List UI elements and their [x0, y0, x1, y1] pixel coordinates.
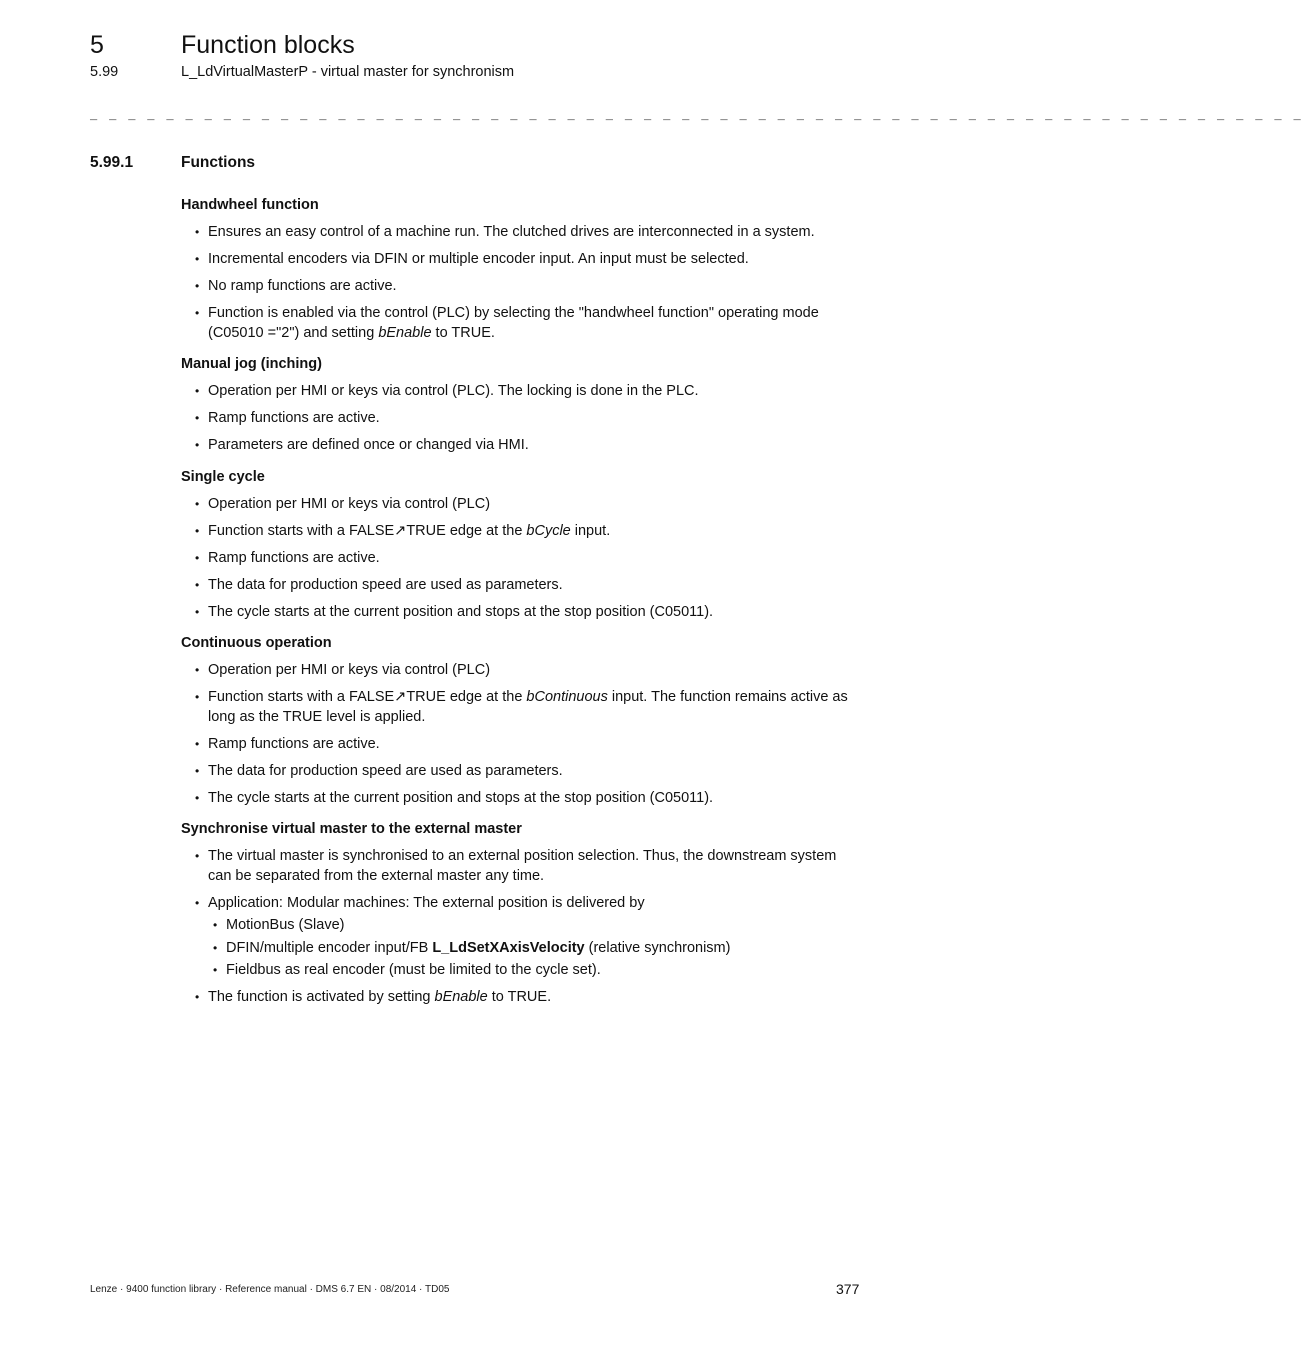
variable-name: bCycle: [526, 522, 571, 539]
manual-jog-block: [181, 354, 863, 456]
list-item: [181, 522, 863, 542]
handwheel-block: [181, 195, 863, 343]
item-text: The function is activated by setting: [208, 989, 435, 1005]
item-text: Function starts with a FALSE↗TRUE edge at the: [208, 522, 527, 539]
section-number: 5.99: [90, 64, 119, 80]
continuous-block: [181, 633, 863, 808]
sub-list-item: • Fieldbus as real encoder (must be limited to the cycle set).: [208, 961, 863, 981]
item-text: input.: [570, 522, 611, 539]
handwheel-list: [181, 223, 863, 343]
list-item: [181, 688, 863, 727]
list-item: • The data for production speed are used as parameters.: [181, 576, 863, 596]
section-title: L_LdVirtualMasterP - virtual master for synchronism: [181, 64, 515, 80]
item-text: to TRUE.: [431, 324, 495, 341]
list-item: • Ramp functions are active.: [181, 549, 863, 569]
list-item: • Ramp functions are active.: [181, 409, 863, 429]
sync-sublist: [208, 916, 863, 981]
item-text: DFIN/multiple encoder input/FB: [226, 939, 433, 956]
list-item: • No ramp functions are active.: [181, 277, 863, 297]
function-block-name: L_LdSetXAxisVelocity: [432, 939, 585, 956]
chapter-number: 5: [90, 31, 104, 59]
list-item: • Ensures an easy control of a machine run. The clutched drives are interconnected in a system.: [181, 223, 863, 243]
subsection-title: Functions: [181, 154, 256, 171]
manual-jog-list: [181, 382, 863, 456]
variable-name: bEnable: [378, 324, 432, 341]
list-item: [181, 988, 863, 1008]
list-item: [181, 304, 863, 343]
sub-list-item: [208, 939, 863, 959]
list-item: • The cycle starts at the current position and stops at the stop position (C05011).: [181, 603, 863, 623]
list-item: [181, 894, 863, 981]
dashed-divider: _ _ _ _ _ _ _ _ _ _ _ _ _ _ _ _ _ _ _ _ _ _ _ _ _ _ _ _ _ _ _ _ _ _ _ _ _ _ _ _ _ _ _ _ _ _ _ _ _ _ _ _ _ _ _ _ _ _ _ _ _ _ _ _: [90, 109, 1303, 123]
list-item: • Operation per HMI or keys via control (PLC): [181, 495, 863, 515]
item-text: Function starts with a FALSE↗TRUE edge at the: [208, 689, 527, 705]
chapter-title: Function blocks: [181, 31, 355, 59]
footer-text: Lenze · 9400 function library · Reference manual · DMS 6.7 EN · 08/2014 · TD05: [90, 1284, 450, 1295]
item-text: to TRUE.: [487, 989, 552, 1005]
subsection-number: 5.99.1: [90, 154, 134, 171]
list-item: • Incremental encoders via DFIN or multiple encoder input. An input must be selected.: [181, 250, 863, 270]
single-cycle-heading: Single cycle: [181, 468, 265, 485]
item-text: (relative synchronism): [584, 939, 731, 956]
continuous-heading: Continuous operation: [181, 635, 332, 651]
item-text: input. The function remains active as long as the TRUE level is applied.: [208, 689, 848, 725]
item-text: Application: Modular machines: The external position is delivered by: [208, 894, 645, 911]
single-cycle-list: [181, 495, 863, 623]
list-item: • The data for production speed are used as parameters.: [181, 762, 863, 782]
variable-name: bEnable: [434, 989, 488, 1005]
handwheel-heading: Handwheel function: [181, 197, 319, 213]
sync-list: [181, 847, 863, 1008]
list-item: • The cycle starts at the current position and stops at the stop position (C05011).: [181, 789, 863, 809]
variable-name: bContinuous: [526, 689, 608, 705]
manual-jog-heading: Manual jog (inching): [181, 356, 322, 372]
page-content: [181, 195, 863, 1019]
list-item: • Ramp functions are active.: [181, 735, 863, 755]
list-item: • Operation per HMI or keys via control (PLC). The locking is done in the PLC.: [181, 382, 863, 402]
sub-list-item: • MotionBus (Slave): [208, 916, 863, 936]
item-text: Function is enabled via the control (PLC) by selecting the "handwheel function" operating mode (C05010 ="2") and setting: [208, 305, 819, 341]
list-item: • Parameters are defined once or changed via HMI.: [181, 436, 863, 456]
list-item: • Operation per HMI or keys via control (PLC): [181, 661, 863, 681]
sync-heading: Synchronise virtual master to the external master: [181, 821, 522, 837]
continuous-list: [181, 661, 863, 808]
sync-block: [181, 819, 863, 1008]
list-item: • The virtual master is synchronised to an external position selection. Thus, the downstream system can be separated from the external master any time.: [181, 847, 863, 886]
page-number: 377: [836, 1281, 860, 1297]
single-cycle-block: [181, 467, 863, 623]
